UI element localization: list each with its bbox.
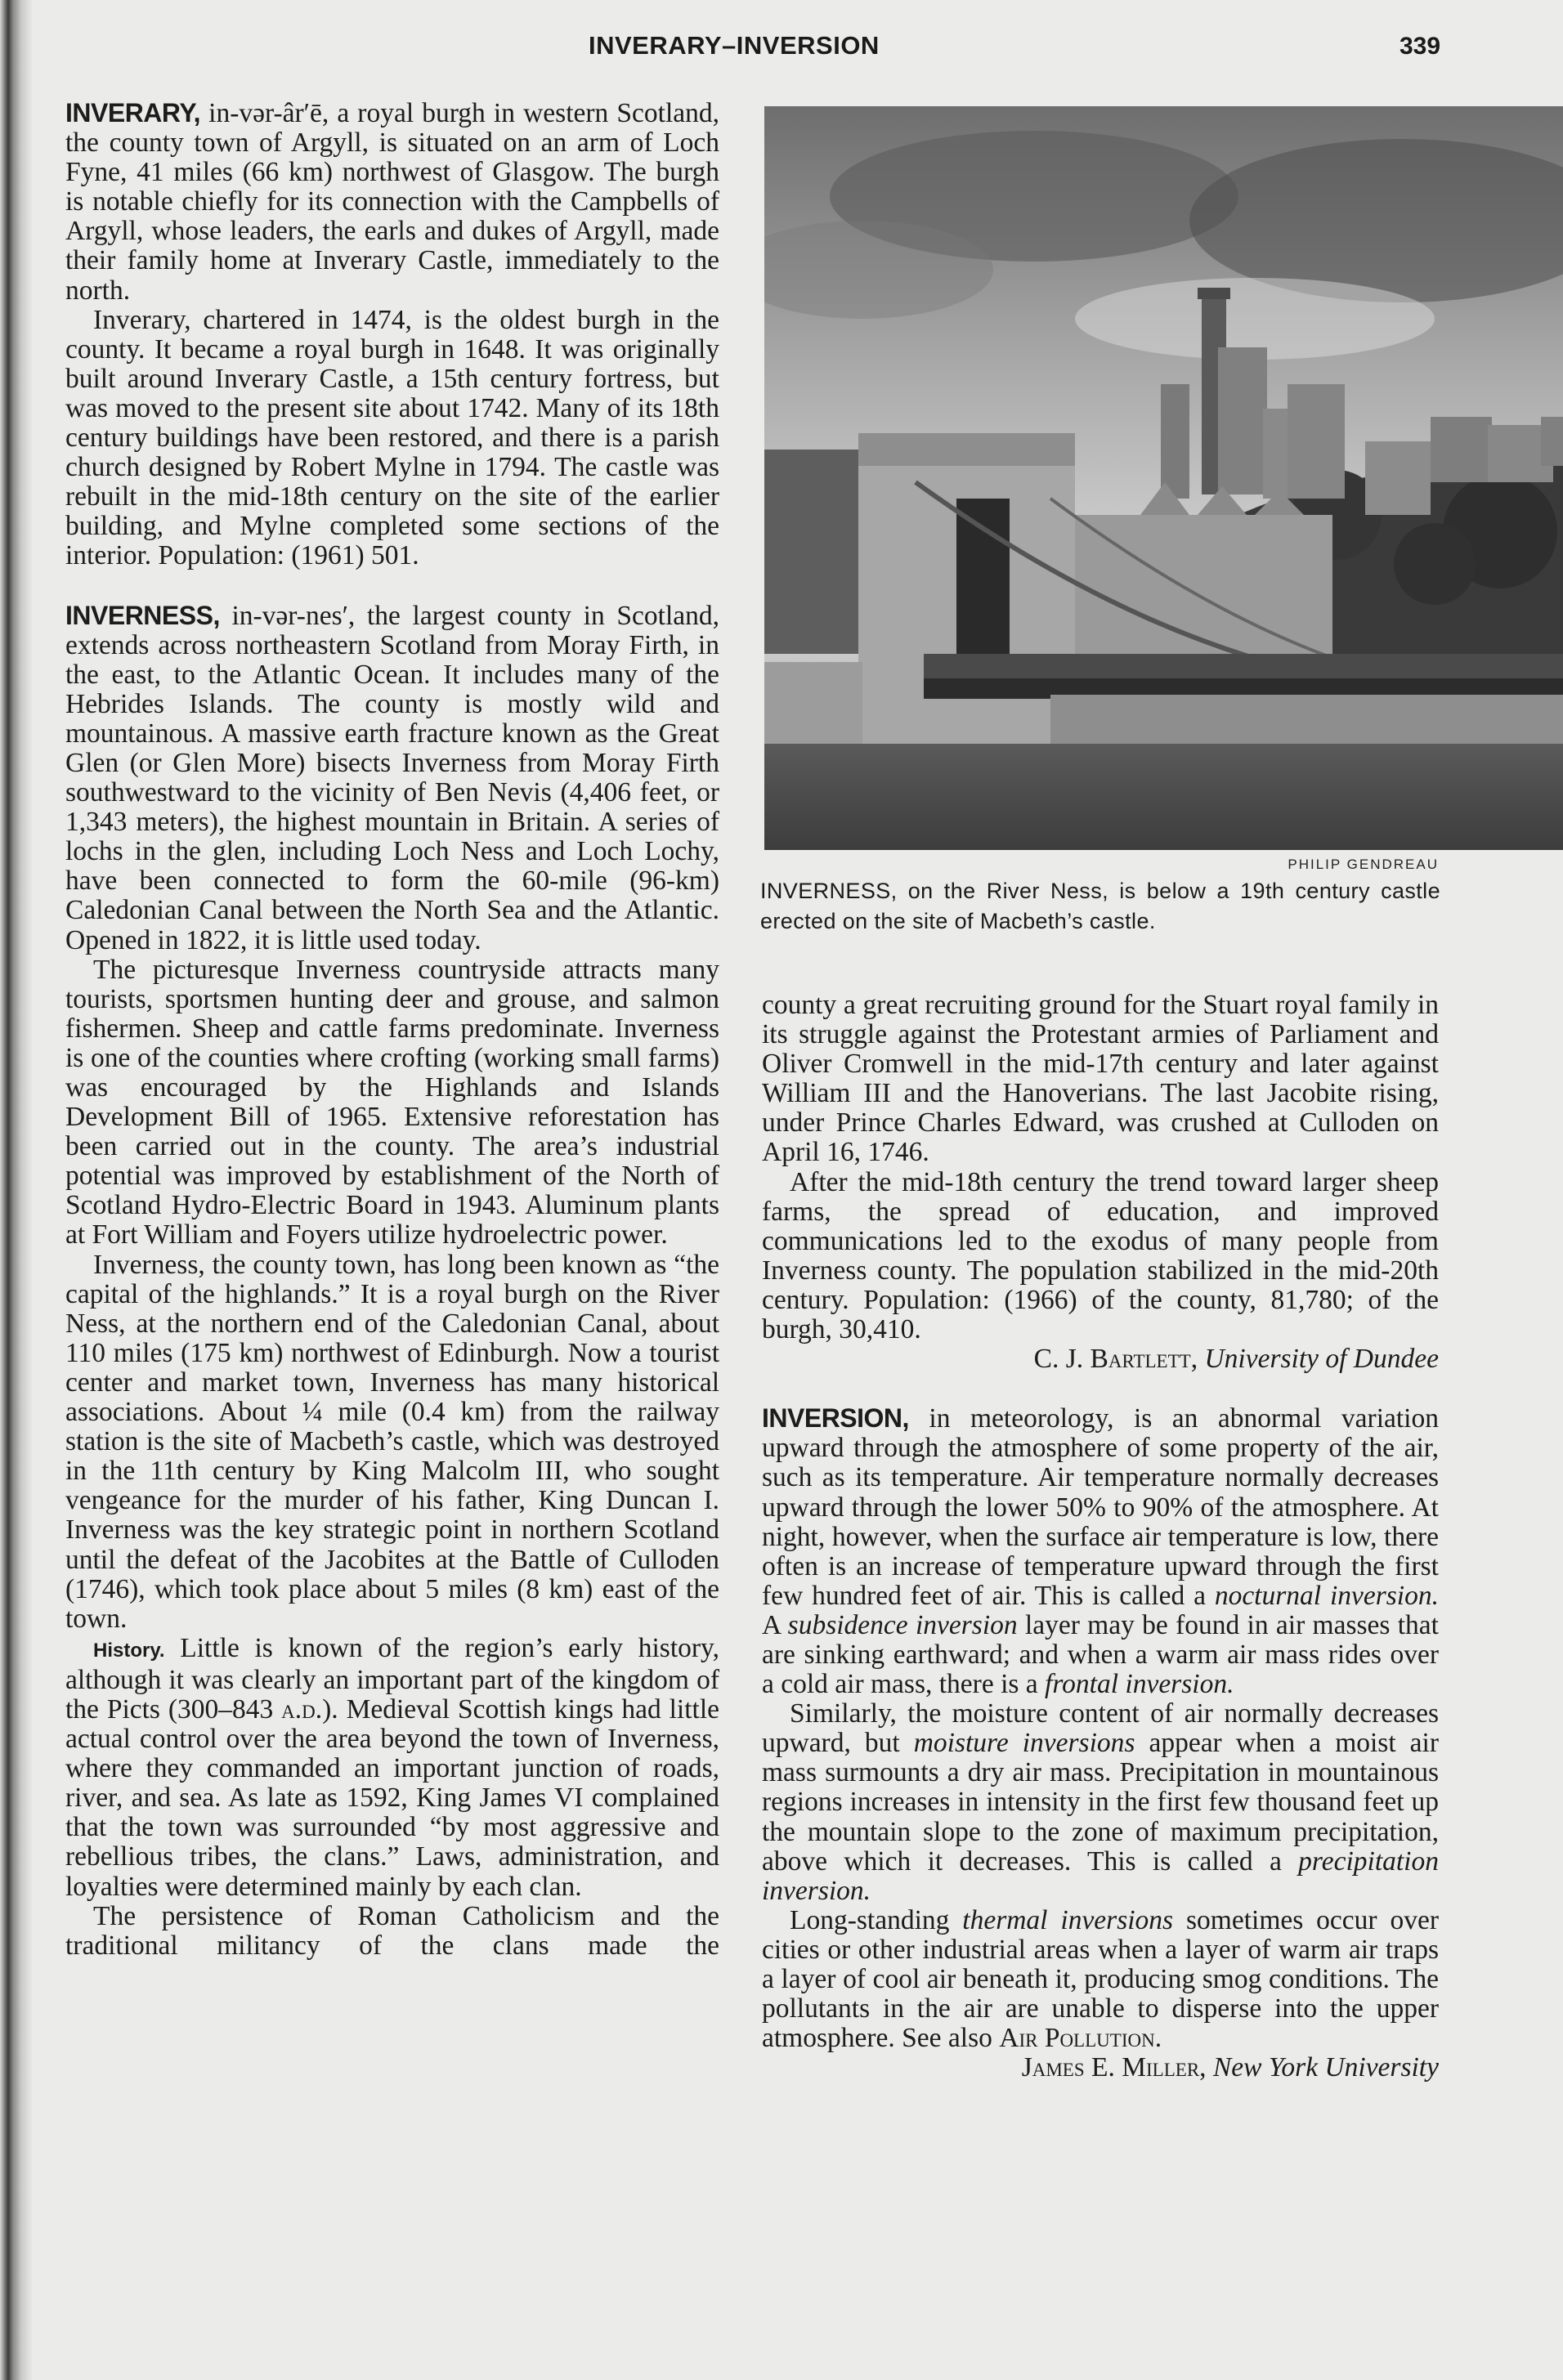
inversion-author-byline — [762, 2053, 1439, 2082]
inverness-history-paragraph-2-end: county a great recruiting ground for the Stuart royal family in its struggle against the Protestant armies of Parliament and Oliver Cromwell in the mid-17th century and later against William III and the Hanoverians. The last Jacobite rising, under Prince Charles Edward, was crushed at Culloden on April 16, 1746. — [762, 990, 1439, 1168]
inverness-author-byline — [762, 1344, 1439, 1374]
inverness-castle-bridge-photo — [764, 106, 1563, 850]
inverness-paragraph-2: The picturesque Inverness countryside attracts many tourists, sportsmen hunting deer and grouse, and salmon fishermen. Sheep and cattle farms predominate. Inverness is one of the counties where crofting (working small farms) was encouraged by the Highlands and Islands Development Bill of 1965. Extensive reforestation has been carried out in the county. The area’s industrial potential was improved by establishment of the North of Scotland Hydro-Electric Board in 1943. Aluminum plants at Fort William and Foyers utilize hydroelectric power. — [65, 954, 719, 1250]
inverness-history-paragraph-2-start: The persistence of Roman Catholicism and the traditional militancy of the clans made the — [65, 1900, 719, 1961]
article-inverary — [65, 98, 719, 571]
right-column — [762, 991, 1439, 2082]
inversion-paragraph-2: Similarly, the moisture content of air normally decreases upward, but moisture inversions appear when a moist air mass surmounts a dry air mass. Precipitation in mountainous regions increases in intensity in the first few thousand feet up the mountain slope to the zone of maximum precipitation, above which it decreases. This is called a precipitation inversion. — [762, 1698, 1439, 1906]
author-affiliation: New York University — [1212, 2052, 1439, 2083]
subhead-history: History. — [93, 1639, 165, 1662]
running-head — [0, 31, 1563, 64]
inverness-photo — [764, 106, 1563, 850]
inversion-paragraph-3: Long-standing thermal inversions sometimes occur over cities or other industrial areas when a layer of warm air traps a layer of cool air beneath it, producing smog conditions. The pollutants in the air are unable to disperse into the upper atmosphere. See also Air Pollution. — [762, 1904, 1439, 2054]
headword-inversion: INVERSION, — [762, 1403, 909, 1434]
page-number: 339 — [1400, 33, 1441, 60]
inversion-paragraph-1: INVERSION, in meteorology, is an abnormal variation upward through the atmosphere of some property of the air, such as its temperature. Air temperature normally decreases upward through the lower 50% to 90% of the atmosphere. At night, however, when the surface air temperature is low, there often is an increase of temperature upward through the first few hundred feet of air. This is called a nocturnal inversion. A subsidence inversion layer may be found in air masses that are sinking earthward; and when a warm air mass rides over a cold air mass, there is a frontal inversion. — [762, 1403, 1439, 1700]
headword-inverness: INVERNESS, — [65, 600, 220, 630]
left-column — [65, 98, 719, 1961]
headword-inverary: INVERARY, — [65, 98, 201, 128]
inverary-paragraph-1: INVERARY, in-vər-âr′ē, a royal burgh in western Scotland, the county town of Argyll, is situated on an arm of Loch Fyne, 41 miles (66 km) northwest of Glasgow. The burgh is notable chiefly for its connection with the Campbells of Argyll, whose leaders, the earls and dukes of Argyll, made their family home at Inverary Castle, immediately to the north. — [65, 98, 719, 306]
author-affiliation: University of Dundee — [1204, 1344, 1439, 1375]
article-inversion — [762, 1403, 1439, 2082]
inverness-paragraph-3: Inverness, the county town, has long been known as “the capital of the highlands.” It is a royal burgh on the River Ness, at the northern end of the Caledonian Canal, about 110 miles (175 km) northwest of Edinburgh. Now a tourist center and market town, Inverness has many historical associations. About ¼ mile (0.4 km) from the railway station is the site of Macbeth’s castle, which was destroyed in the 11th century by King Malcolm III, who sought vengeance for the murder of his father, King Duncan I. Inverness was the key strategic point in northern Scotland until the defeat of the Jacobites at the Battle of Culloden (1746), which took place about 5 miles (8 km) east of the town. — [65, 1249, 719, 1634]
photo-caption: INVERNESS, on the River Ness, is below a 19th century castle erected on the site of Macbeth’s castle. — [760, 879, 1440, 933]
inverness-history-paragraph-1: History. Little is known of the region’s early history, although it was clearly an important part of the kingdom of the Picts (300–843 a.d.). Medieval Scottish kings had little actual control over the area beyond the town of Inverness, where they commanded an important junction of roads, river, and sea. As late as 1592, King James VI complained that the town was surrounded “by most aggressive and rebellious tribes, the clans.” Laws, administration, and loyalties were determined mainly by each clan. — [65, 1632, 719, 1902]
article-inverness — [65, 601, 719, 1961]
author-name: James E. Miller, — [1021, 2052, 1207, 2083]
author-name: C. J. Bartlett, — [1033, 1344, 1198, 1375]
inverness-history-paragraph-3: After the mid-18th century the trend toward larger sheep farms, the spread of education, and improved communications led to the exodus of many people from Inverness county. The population stabilized in the mid-20th century. Population: (1966) of the county, 81,780; of the burgh, 30,410. — [762, 1166, 1439, 1345]
page-binding-shadow — [0, 0, 33, 2380]
photo-credit: PHILIP GENDREAU — [1288, 857, 1439, 872]
cross-reference-air-pollution[interactable]: Air Pollution — [999, 2023, 1155, 2054]
running-head-title: INVERARY–INVERSION — [589, 31, 880, 60]
inverness-paragraph-1: INVERNESS, in-vər-nes′, the largest county in Scotland, extends across northeastern Scotland from Moray Firth, in the east, to the Atlantic Ocean. It includes many of the Hebrides Islands. The county is mostly wild and mountainous. A massive earth fracture known as the Great Glen (or Glen More) bisects Inverness from Moray Firth southwestward to the vicinity of Ben Nevis (4,406 feet, or 1,343 meters), the highest mountain in Britain. A series of lochs in the glen, including Loch Ness and Loch Lochy, have been connected to form the 60-mile (96-km) Caledonian Canal between the North Sea and the Atlantic. Opened in 1822, it is little used today. — [65, 600, 719, 955]
inverary-paragraph-2: Inverary, chartered in 1474, is the oldest burgh in the county. It became a royal burgh in 1648. It was originally built around Inverary Castle, a 15th century fortress, but was moved to the present site about 1742. Many of its 18th century buildings have been restored, and there is a parish church designed by Robert Mylne in 1794. The castle was rebuilt in the mid-18th century on the site of the earlier building, and Mylne completed some sections of the interior. Population: (1961) 501. — [65, 304, 719, 571]
